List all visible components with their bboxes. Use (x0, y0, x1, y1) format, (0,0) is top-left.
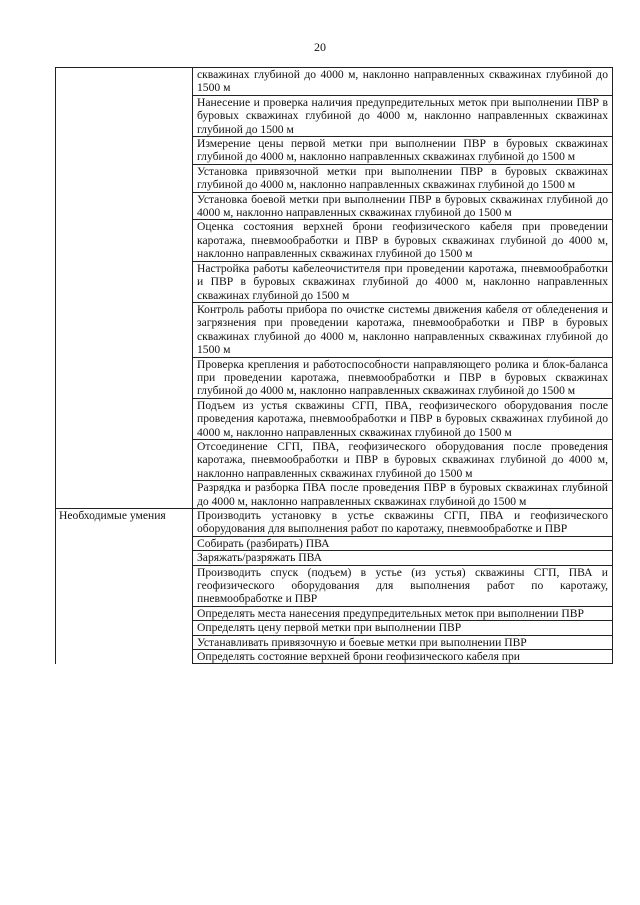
table-cell: Измерение цены первой метки при выполнении ПВР в буровых скважинах глубиной до 4000 м, наклонно направленных скважинах глубиной до 1500 м (193, 137, 612, 165)
table-section-actions (56, 68, 613, 509)
table-cell: Производить спуск (подъем) в устье (из устья) скважины СГП, ПВА и геофизического оборудования для выполнения работ по каротажу, пневмообработке и ПВР (193, 566, 612, 607)
table-cell: Отсоединение СГП, ПВА, геофизического оборудования после проведения каротажа, пневмообработки и ПВР в буровых скважинах глубиной до 4000 м, наклонно направленных скважинах глубиной до 1500 м (193, 440, 612, 481)
section-items (193, 509, 613, 664)
table-cell: Проверка крепления и работоспособности направляющего ролика и блок-баланса при проведении каротажа, пневмообработки и ПВР в буровых скважинах глубиной до 4000 м, наклонно направленных скважинах глубиной до 1500 м (193, 358, 612, 399)
table-cell: Подъем из устья скважины СГП, ПВА, геофизического оборудования после проведения каротажа, пневмообработки и ПВР в буровых скважинах глубиной до 4000 м, наклонно направленных скважинах глубиной до 1500 м (193, 399, 612, 440)
table-cell: Оценка состояния верхней брони геофизического кабеля при проведении каротажа, пневмообработки и ПВР в буровых скважинах глубиной до 4000 м, наклонно направленных скважинах глубиной до 1500 м (193, 220, 612, 261)
table-cell: Определять цену первой метки при выполнении ПВР (193, 621, 612, 635)
table-cell: скважинах глубиной до 4000 м, наклонно направленных скважинах глубиной до 1500 м (193, 68, 612, 96)
competency-table (55, 67, 613, 664)
table-section-skills (56, 509, 613, 664)
section-label (56, 68, 193, 509)
section-items (193, 68, 613, 509)
table-cell: Устанавливать привязочную и боевые метки при выполнении ПВР (193, 636, 612, 650)
table-cell: Собирать (разбирать) ПВА (193, 537, 612, 551)
table-cell: Производить установку в устье скважины СГП, ПВА и геофизического оборудования для выполнения работ по каротажу, пневмообработке и ПВР (193, 509, 612, 537)
page-number: 20 (314, 40, 326, 54)
table-cell: Контроль работы прибора по очистке системы движения кабеля от обледенения и загрязнения при проведении каротажа, пневмообработки и ПВР в буровых скважинах глубиной до 4000 м, наклонно направленных скважинах глубиной до 1500 м (193, 303, 612, 358)
section-label-skills: Необходимые умения (56, 509, 193, 664)
table-cell: Определять места нанесения предупредительных меток при выполнении ПВР (193, 607, 612, 621)
table-cell: Установка боевой метки при выполнении ПВР в буровых скважинах глубиной до 4000 м, наклонно направленных скважинах глубиной до 1500 м (193, 193, 612, 221)
table-cell: Настройка работы кабелеочистителя при проведении каротажа, пневмообработки и ПВР в буровых скважинах глубиной до 4000 м, наклонно направленных скважинах глубиной до 1500 м (193, 262, 612, 303)
table-cell: Разрядка и разборка ПВА после проведения ПВР в буровых скважинах глубиной до 4000 м, наклонно направленных скважинах глубиной до 1500 м (193, 481, 612, 509)
table-cell: Определять состояние верхней брони геофизического кабеля при (193, 650, 612, 664)
table-cell: Нанесение и проверка наличия предупредительных меток при выполнении ПВР в буровых скважинах глубиной до 4000 м, наклонно направленных скважинах глубиной до 1500 м (193, 96, 612, 137)
table-cell: Установка привязочной метки при выполнении ПВР в буровых скважинах глубиной до 4000 м, наклонно направленных скважинах глубиной до 1500 м (193, 165, 612, 193)
table-cell: Заряжать/разряжать ПВА (193, 551, 612, 565)
